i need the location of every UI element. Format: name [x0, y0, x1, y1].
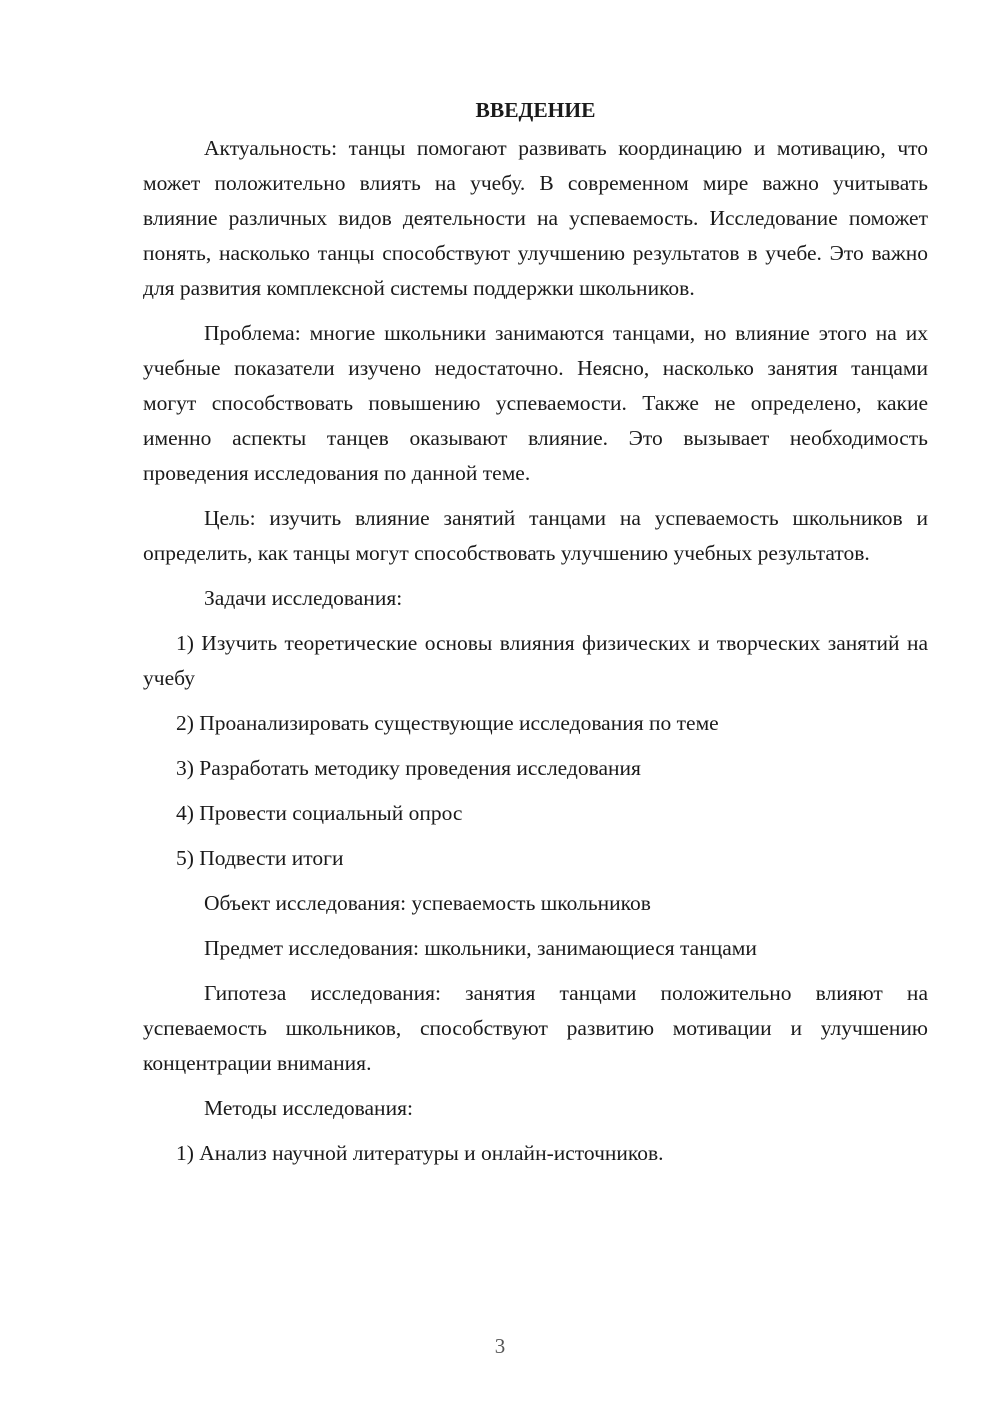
paragraph-hypothesis: Гипотеза исследования: занятия танцами положительно влияют на успеваемость школьников, способствуют развитию мотивации и улучшению концентрации внимания. [143, 981, 928, 1075]
methods-heading: Методы исследования: [204, 1096, 413, 1120]
paragraph-relevance: Актуальность: танцы помогают развивать координацию и мотивацию, что может положительно влиять на учебу. В современном мире важно учитывать влияние различных видов деятельности на успеваемость. Исследование поможет понять, насколько танцы способствуют улучшению результатов в учебе. Это важно для развития комплексной системы поддержки школьников. [143, 136, 928, 300]
tasks-heading: Задачи исследования: [204, 586, 403, 610]
task-item-1: 1) Изучить теоретические основы влияния физических и творческих занятий на учебу [143, 631, 928, 690]
paragraph-object: Объект исследования: успеваемость школьников [204, 891, 651, 915]
task-item-2: 2) Проанализировать существующие исследования по теме [176, 711, 719, 735]
task-item-3: 3) Разработать методику проведения исследования [176, 756, 641, 780]
method-item-1: 1) Анализ научной литературы и онлайн-источников. [176, 1141, 664, 1165]
page-title: ВВЕДЕНИЕ [475, 98, 596, 122]
page-number: 3 [494, 1334, 506, 1358]
task-item-4: 4) Провести социальный опрос [176, 801, 463, 825]
paragraph-problem: Проблема: многие школьники занимаются танцами, но влияние этого на их учебные показатели изучено недостаточно. Неясно, насколько занятия танцами могут способствовать повышению успеваемости. Также не определено, какие именно аспекты танцев оказывают влияние. Это вызывает необходимость проведения исследования по данной теме. [143, 321, 928, 485]
document-page [143, 95, 928, 1181]
paragraph-goal: Цель: изучить влияние занятий танцами на успеваемость школьников и определить, как танцы могут способствовать улучшению учебных результатов. [143, 506, 928, 565]
paragraph-subject: Предмет исследования: школьники, занимающиеся танцами [204, 936, 757, 960]
task-item-5: 5) Подвести итоги [176, 846, 344, 870]
